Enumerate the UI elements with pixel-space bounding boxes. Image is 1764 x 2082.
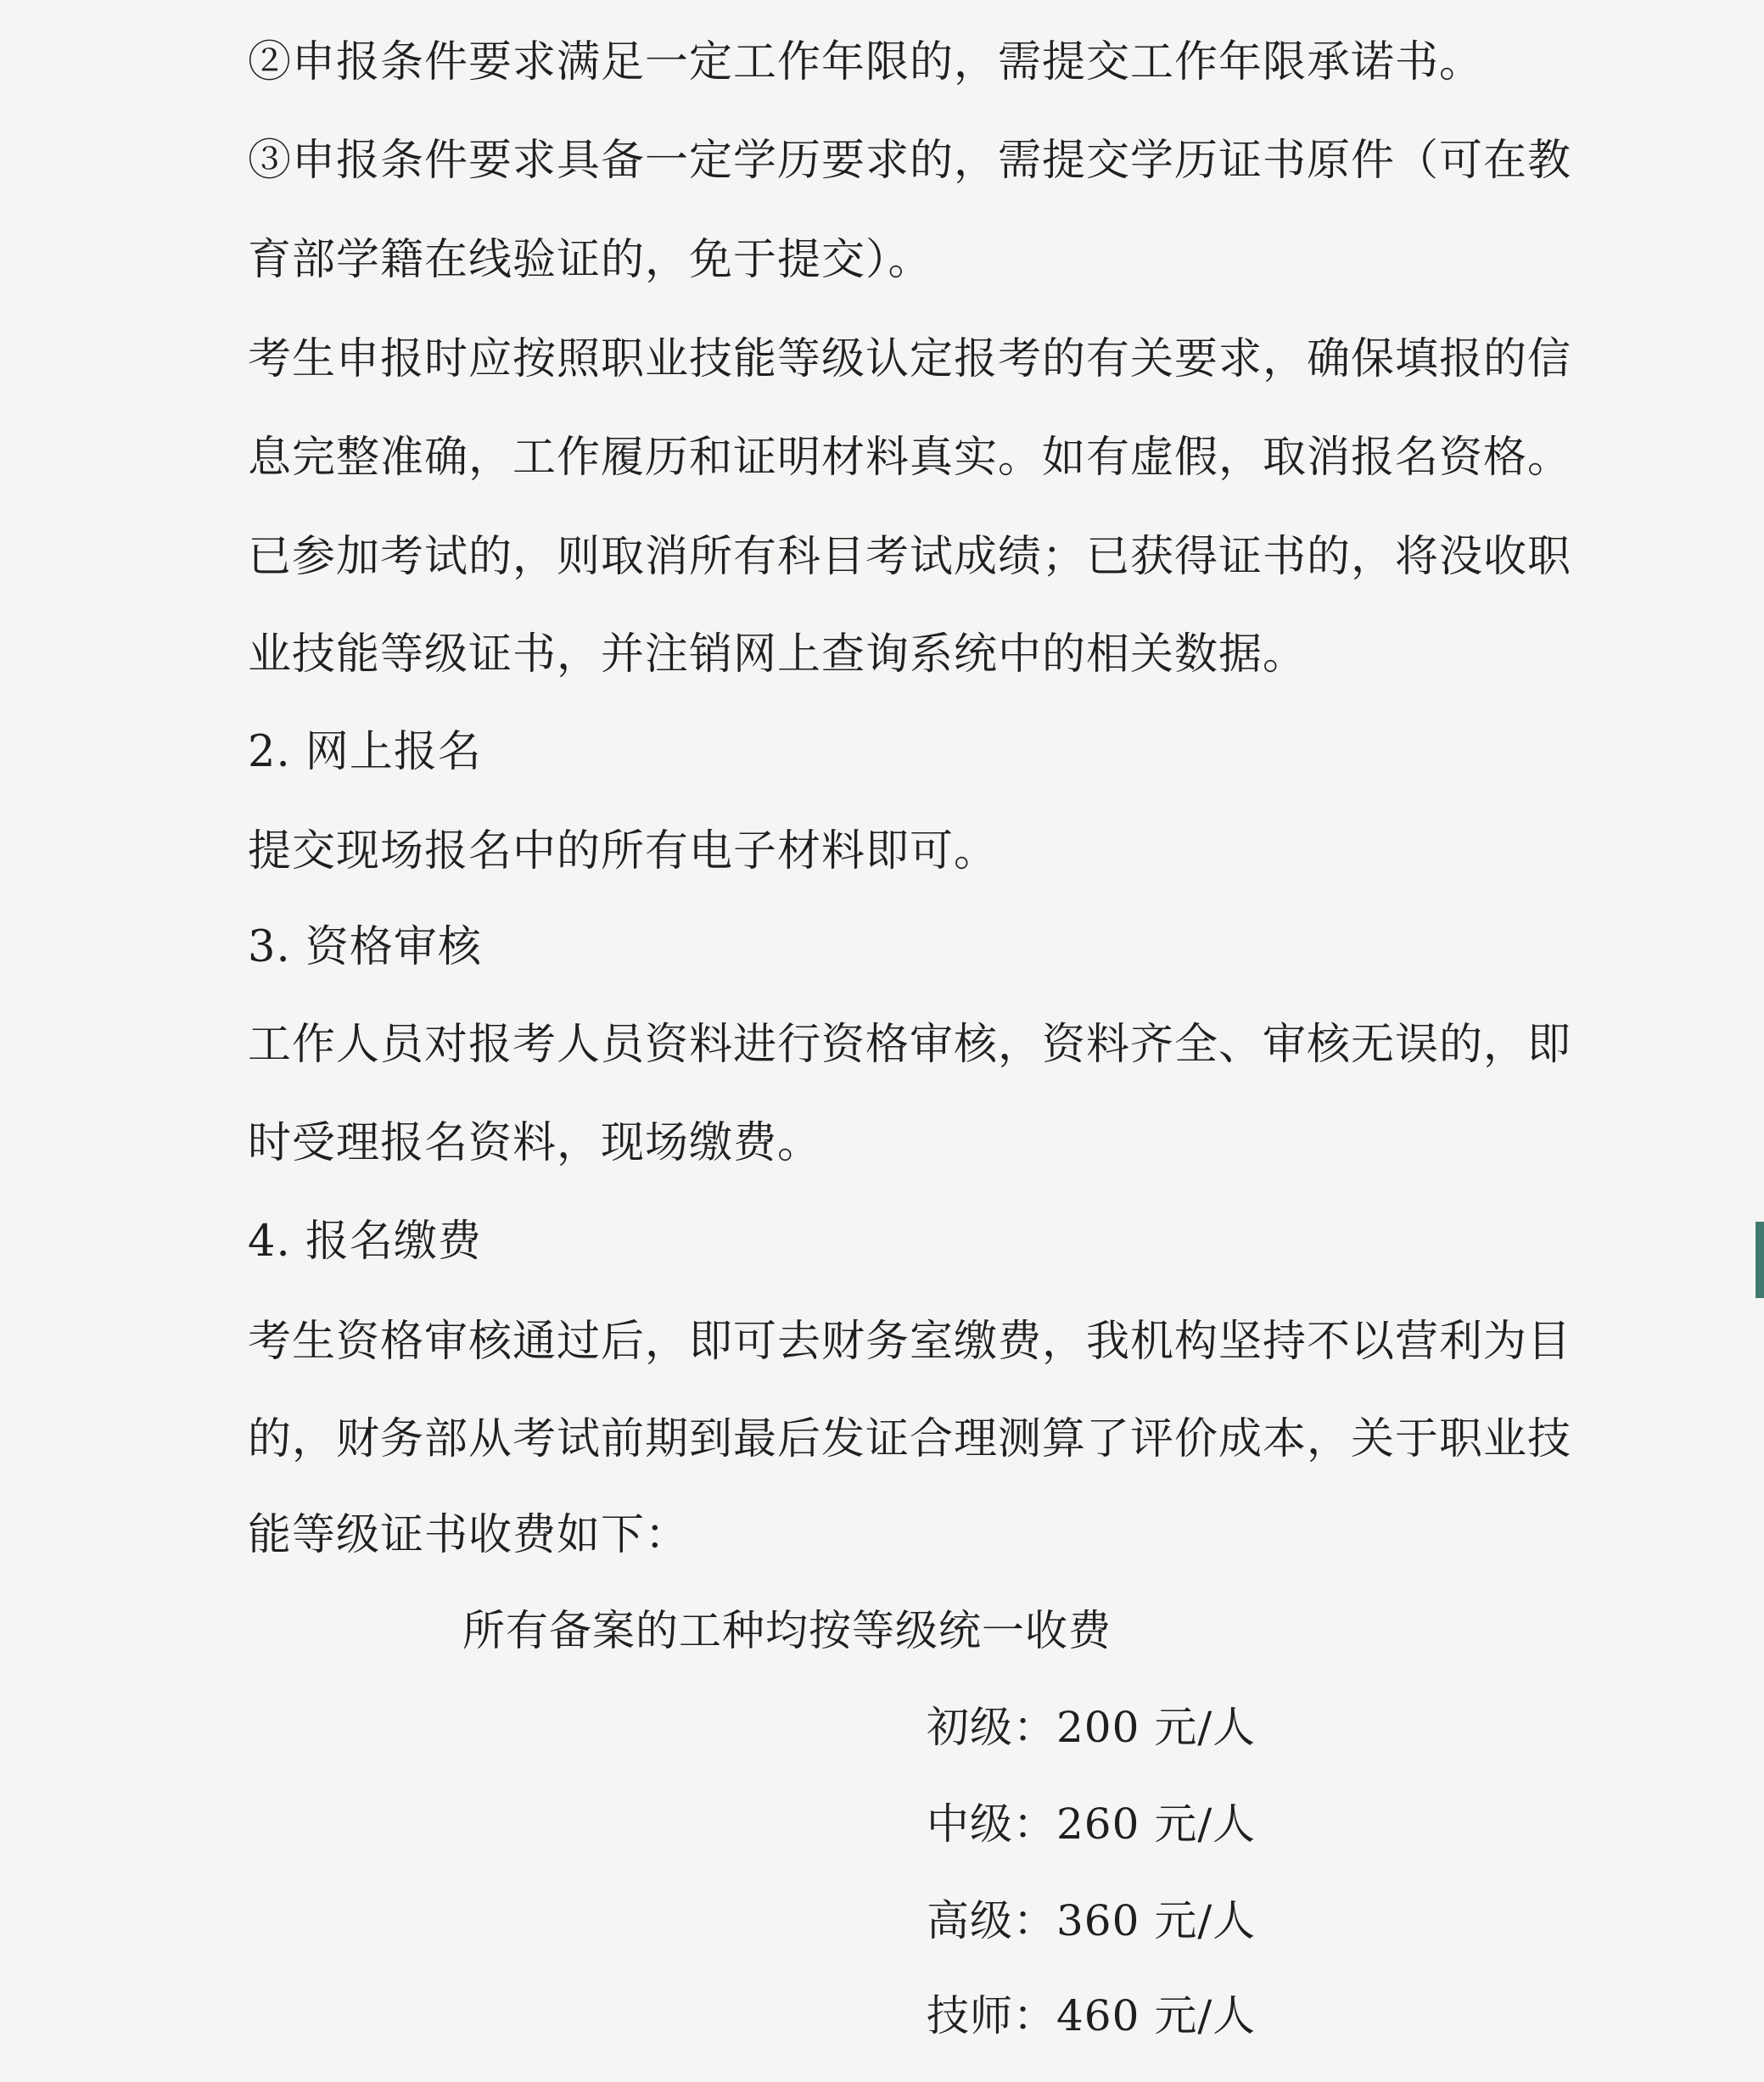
scan-edge-mark <box>1756 1222 1764 1298</box>
fee-value: 360 元/人 <box>1056 1896 1257 1945</box>
fee-section-title: 所有备案的工种均按等级统一收费 <box>462 1606 1112 1655</box>
fee-value: 200 元/人 <box>1056 1703 1257 1752</box>
fee-label: 技师： <box>927 1991 1056 2040</box>
paragraph-line: 时受理报名资料，现场缴费。 <box>248 1118 822 1168</box>
paragraph-line: 工作人员对报考人员资料进行资格审核，资料齐全、审核无误的，即 <box>248 1020 1572 1070</box>
section-heading-online-registration: 2. 网上报名 <box>248 727 482 777</box>
fee-value: 260 元/人 <box>1056 1799 1257 1849</box>
paragraph-line: ②申报条件要求满足一定工作年限的，需提交工作年限承诺书。 <box>248 37 1484 87</box>
section-heading-registration-payment: 4. 报名缴费 <box>248 1217 482 1267</box>
paragraph-line: ③申报条件要求具备一定学历要求的，需提交学历证书原件（可在教 <box>248 136 1572 186</box>
fee-label: 高级： <box>927 1896 1056 1945</box>
paragraph-line: 考生申报时应按照职业技能等级认定报考的有关要求，确保填报的信 <box>248 334 1572 384</box>
fee-item-primary <box>927 1700 1351 1755</box>
paragraph-line: 育部学籍在线验证的，免于提交）。 <box>248 235 932 285</box>
fee-label: 初级： <box>927 1703 1056 1752</box>
fee-item-technician <box>927 1989 1351 2043</box>
paragraph-line: 已参加考试的，则取消所有科目考试成绩；已获得证书的，将没收职 <box>248 532 1572 582</box>
paragraph-line: 考生资格审核通过后，即可去财务室缴费，我机构坚持不以营利为目 <box>248 1317 1572 1367</box>
fee-item-intermediate <box>927 1797 1351 1851</box>
fee-value: 460 元/人 <box>1056 1991 1257 2040</box>
section-heading-qualification-review: 3. 资格审核 <box>248 922 482 972</box>
paragraph-line: 的，财务部从考试前期到最后发证合理测算了评价成本，关于职业技 <box>248 1414 1572 1464</box>
paragraph-line: 息完整准确，工作履历和证明材料真实。如有虚假，取消报名资格。 <box>248 433 1572 483</box>
paragraph-line: 能等级证书收费如下： <box>248 1510 690 1560</box>
paragraph-line: 业技能等级证书，并注销网上查询系统中的相关数据。 <box>248 630 1308 680</box>
fee-item-advanced <box>927 1894 1351 1948</box>
fee-label: 中级： <box>927 1799 1056 1849</box>
paragraph-line: 提交现场报名中的所有电子材料即可。 <box>248 826 999 876</box>
